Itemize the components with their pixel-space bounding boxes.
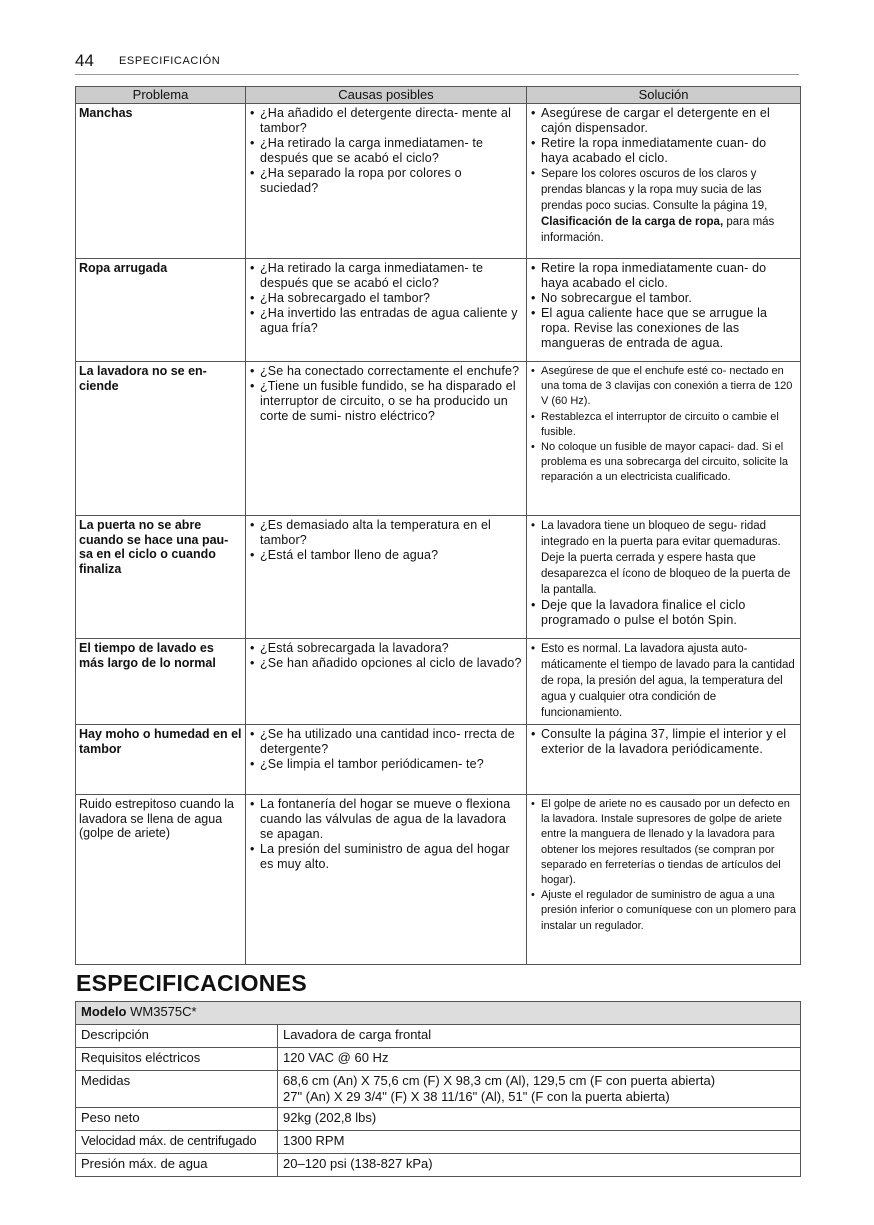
cause-item: • ¿Ha invertido las entradas de agua caliente y agua fría? <box>260 306 523 336</box>
spec-label: Velocidad máx. de centrifugado <box>76 1131 278 1154</box>
solution-item: • Consulte la página 37, limpie el interior y el exterior de la lavadora periódicamente. <box>541 727 797 757</box>
cause-item: • ¿Se ha utilizado una cantidad inco- rrecta de detergente? <box>260 727 523 757</box>
problem-cell: Hay moho o humedad en el tambor <box>76 725 246 795</box>
problem-cell: Manchas <box>76 104 246 259</box>
solution-item: • Esto es normal. La lavadora ajusta auto- máticamente el tiempo de lavado para la cantidad de ropa, la presión del agua, la temperatura del agua y cualquier otra condición de funcionamiento. <box>541 641 797 721</box>
spec-row <box>76 1071 801 1108</box>
model-label: Modelo <box>81 1004 127 1019</box>
cause-item: • ¿Se limpia el tambor periódicamen- te? <box>260 757 523 772</box>
causes-cell <box>246 795 527 965</box>
cause-item: • ¿Ha retirado la carga inmediatamen- te después que se acabó el ciclo? <box>260 261 523 291</box>
solution-item: • Retire la ropa inmediatamente cuan- do haya acabado el ciclo. <box>541 261 797 291</box>
specifications-table <box>75 1001 801 1177</box>
solution-cell <box>527 639 801 725</box>
solution-item: • Retire la ropa inmediatamente cuan- do haya acabado el ciclo. <box>541 136 797 166</box>
problem-cell: La puerta no se abre cuando se hace una pau- sa en el ciclo o cuando finaliza <box>76 516 246 639</box>
spec-value-imperial: 27" (An) X 29 3/4" (F) X 38 11/16" (Al), 51" (F con la puerta abierta) <box>283 1089 670 1104</box>
model-value: WM3575C* <box>130 1004 197 1019</box>
solution-item: • Deje que la lavadora finalice el ciclo programado o pulse el botón Spin. <box>541 598 797 628</box>
solution-cell <box>527 259 801 362</box>
problem-cell: Ropa arrugada <box>76 259 246 362</box>
solution-cell <box>527 725 801 795</box>
problem-cell: Ruido estrepitoso cuando la lavadora se llena de agua (golpe de ariete) <box>76 795 246 965</box>
model-row <box>76 1002 801 1025</box>
solution-item: • Asegúrese de que el enchufe esté co- nectado en una toma de 3 clavijas con conexión a tierra de 120 V (60 Hz). <box>541 364 797 410</box>
solution-item <box>541 166 797 246</box>
table-row <box>76 259 801 362</box>
cause-item: • ¿Ha añadido el detergente directa- mente al tambor? <box>260 106 523 136</box>
spec-value: 92kg (202,8 lbs) <box>278 1108 801 1131</box>
table-row <box>76 516 801 639</box>
spec-value: 120 VAC @ 60 Hz <box>278 1048 801 1071</box>
spec-label: Presión máx. de agua <box>76 1154 278 1177</box>
table-row <box>76 725 801 795</box>
solution-item: • No sobrecargue el tambor. <box>541 291 797 306</box>
page-number: 44 <box>75 51 94 70</box>
cause-item: • ¿Se ha conectado correctamente el enchufe? <box>260 364 523 379</box>
solution-item: • Ajuste el regulador de suministro de agua a una presión inferior o comuníquese con un plomero para instalar un regulador. <box>541 888 797 934</box>
table-row <box>76 362 801 516</box>
spec-value: 1300 RPM <box>278 1131 801 1154</box>
table-row <box>76 795 801 965</box>
page-header <box>75 51 799 75</box>
table-row <box>76 639 801 725</box>
causes-cell <box>246 725 527 795</box>
spec-value: 20–120 psi (138-827 kPa) <box>278 1154 801 1177</box>
specifications-title: ESPECIFICACIONES <box>76 970 308 996</box>
solution-item: • Restablezca el interruptor de circuito o cambie el fusible. <box>541 410 797 440</box>
spec-label: Peso neto <box>76 1108 278 1131</box>
cause-item: • ¿Ha retirado la carga inmediatamen- te después que se acabó el ciclo? <box>260 136 523 166</box>
solution-text: para más información. <box>541 216 775 244</box>
spec-row <box>76 1048 801 1071</box>
header-problem: Problema <box>76 87 246 104</box>
solution-item: • El agua caliente hace que se arrugue la ropa. Revise las conexiones de las mangueras de entrada de agua. <box>541 306 797 351</box>
solution-text: Separe los colores oscuros de los claros y prendas blancas y la ropa muy sucia de las prendas poco sucias. Consulte la página 19, <box>541 168 768 212</box>
spec-row <box>76 1025 801 1048</box>
spec-label: Requisitos eléctricos <box>76 1048 278 1071</box>
header-solution: Solución <box>527 87 801 104</box>
spec-value-metric: 68,6 cm (An) X 75,6 cm (F) X 98,3 cm (Al), 129,5 cm (F con puerta abierta) <box>283 1073 716 1088</box>
solution-item: • La lavadora tiene un bloqueo de segu- ridad integrado en la puerta para evitar quemaduras. Deje la puerta cerrada y espere hasta que desaparezca el ícono de bloqueo de la puerta de la pantalla. <box>541 518 797 598</box>
spec-label: Medidas <box>76 1071 278 1108</box>
spec-row <box>76 1131 801 1154</box>
solution-item: • El golpe de ariete no es causado por un defecto en la lavadora. Instale supresores de golpe de ariete entre la manguera de llenado y la lavadora para obtener los mejores resultados (se compran por separado en ferreterías o tiendas de artículos del hogar). <box>541 797 797 888</box>
table-row <box>76 104 801 259</box>
spec-label: Descripción <box>76 1025 278 1048</box>
cause-item: • ¿Está el tambor lleno de agua? <box>260 548 523 563</box>
crossref-title: Clasificación de la carga de ropa, <box>541 216 724 228</box>
table-header-row <box>76 87 801 104</box>
section-title: ESPECIFICACIÓN <box>119 55 221 67</box>
cause-item: • ¿Está sobrecargada la lavadora? <box>260 641 523 656</box>
solution-item: • No coloque un fusible de mayor capaci- dad. Si el problema es una sobrecarga del circuito, solicite la reparación a un electricista cualificado. <box>541 440 797 486</box>
solution-cell <box>527 516 801 639</box>
solution-cell <box>527 362 801 516</box>
spec-value: Lavadora de carga frontal <box>278 1025 801 1048</box>
solution-cell <box>527 104 801 259</box>
cause-item: • ¿Tiene un fusible fundido, se ha disparado el interruptor de circuito, o se ha producido un corte de sumi- nistro eléctrico? <box>260 379 523 424</box>
cause-item: • ¿Se han añadido opciones al ciclo de lavado? <box>260 656 523 671</box>
cause-item: • ¿Es demasiado alta la temperatura en el tambor? <box>260 518 523 548</box>
header-causes: Causas posibles <box>246 87 527 104</box>
cause-item: • ¿Ha separado la ropa por colores o suciedad? <box>260 166 523 196</box>
cause-item: • La presión del suministro de agua del hogar es muy alto. <box>260 842 523 872</box>
cause-item: • ¿Ha sobrecargado el tambor? <box>260 291 523 306</box>
problem-cell: La lavadora no se en- ciende <box>76 362 246 516</box>
causes-cell <box>246 516 527 639</box>
spec-row <box>76 1108 801 1131</box>
causes-cell <box>246 104 527 259</box>
spec-value <box>278 1071 801 1108</box>
causes-cell <box>246 259 527 362</box>
troubleshooting-table <box>75 86 801 965</box>
causes-cell <box>246 362 527 516</box>
solution-item: • Asegúrese de cargar el detergente en el cajón dispensador. <box>541 106 797 136</box>
solution-cell <box>527 795 801 965</box>
spec-row <box>76 1154 801 1177</box>
causes-cell <box>246 639 527 725</box>
model-cell <box>76 1002 801 1025</box>
cause-item: • La fontanería del hogar se mueve o flexiona cuando las válvulas de agua de la lavadora se apagan. <box>260 797 523 842</box>
problem-cell: El tiempo de lavado es más largo de lo normal <box>76 639 246 725</box>
